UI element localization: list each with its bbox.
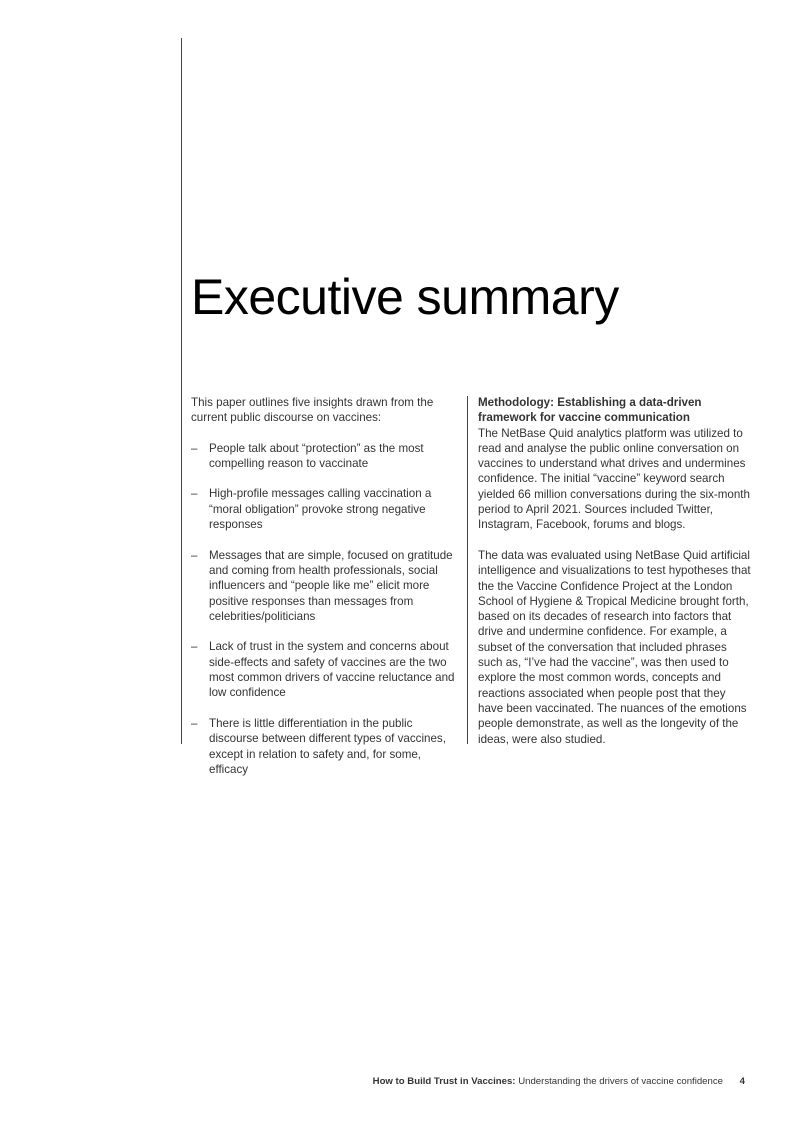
intro-paragraph: This paper outlines five insights drawn from the current public discourse on vaccines: [191, 396, 434, 425]
list-item [191, 441, 463, 472]
page-footer [373, 1076, 745, 1088]
insights-column [191, 395, 463, 792]
methodology-column [478, 395, 753, 747]
insight-text: Messages that are simple, focused on gratitude and coming from health professionals, social influencers and “people like me” elicit more positive responses than messages from celebrities/politicians [209, 548, 453, 623]
footer-report-title: How to Build Trust in Vaccines: [372, 1076, 516, 1087]
column-divider [467, 396, 468, 744]
list-item [191, 639, 463, 700]
bullet-dash: – [191, 548, 198, 562]
insight-text: High-profile messages calling vaccination a “moral obligation” provoke strong negative responses [209, 487, 432, 532]
methodology-heading: Methodology: Establishing a data-driven framework for vaccine communication [478, 396, 702, 425]
insight-text: There is little differentiation in the public discourse between different types of vaccines, except in relation to safety and, for some, efficacy [209, 716, 446, 776]
insight-text: Lack of trust in the system and concerns about side-effects and safety of vaccines are the two most common drivers of vaccine reluctance and low confidence [209, 640, 455, 700]
footer-report-subtitle: Understanding the drivers of vaccine confidence [518, 1076, 723, 1087]
list-item [191, 548, 463, 624]
list-item [191, 486, 463, 532]
bullet-dash: – [191, 441, 198, 455]
insight-text: People talk about “protection” as the most compelling reason to vaccinate [209, 441, 424, 470]
page-title: Executive summary [191, 269, 619, 325]
bullet-dash: – [191, 716, 198, 730]
bullet-dash: – [191, 640, 198, 654]
page-number: 4 [739, 1076, 745, 1087]
list-item [191, 716, 463, 777]
methodology-paragraph: The NetBase Quid analytics platform was utilized to read and analyse the public online conversation on vaccines to understand what drives and undermines confidence. The initial “vaccine” keyword search yielded 66 million conversations during the six-month period to April 2021. Sources included Twitter, Instagram, Facebook, forums and blogs. [478, 426, 750, 532]
left-margin-rule [181, 38, 182, 744]
insights-list [191, 441, 463, 778]
bullet-dash: – [191, 487, 198, 501]
methodology-paragraph: The data was evaluated using NetBase Quid artificial intelligence and visualizations to test hypotheses that the the Vaccine Confidence Project at the London School of Hygiene & Tropical Medicine brought forth, based on its decades of research into factors that drive and undermine confidence. For example, a subset of the conversation that included phrases such as, “I’ve had the vaccine”, was then used to explore the most common words, concepts and reactions associated when people post that they have been vaccinated. The nuances of the emotions people demonstrate, as well as the longevity of the ideas, were also studied. [478, 548, 751, 746]
